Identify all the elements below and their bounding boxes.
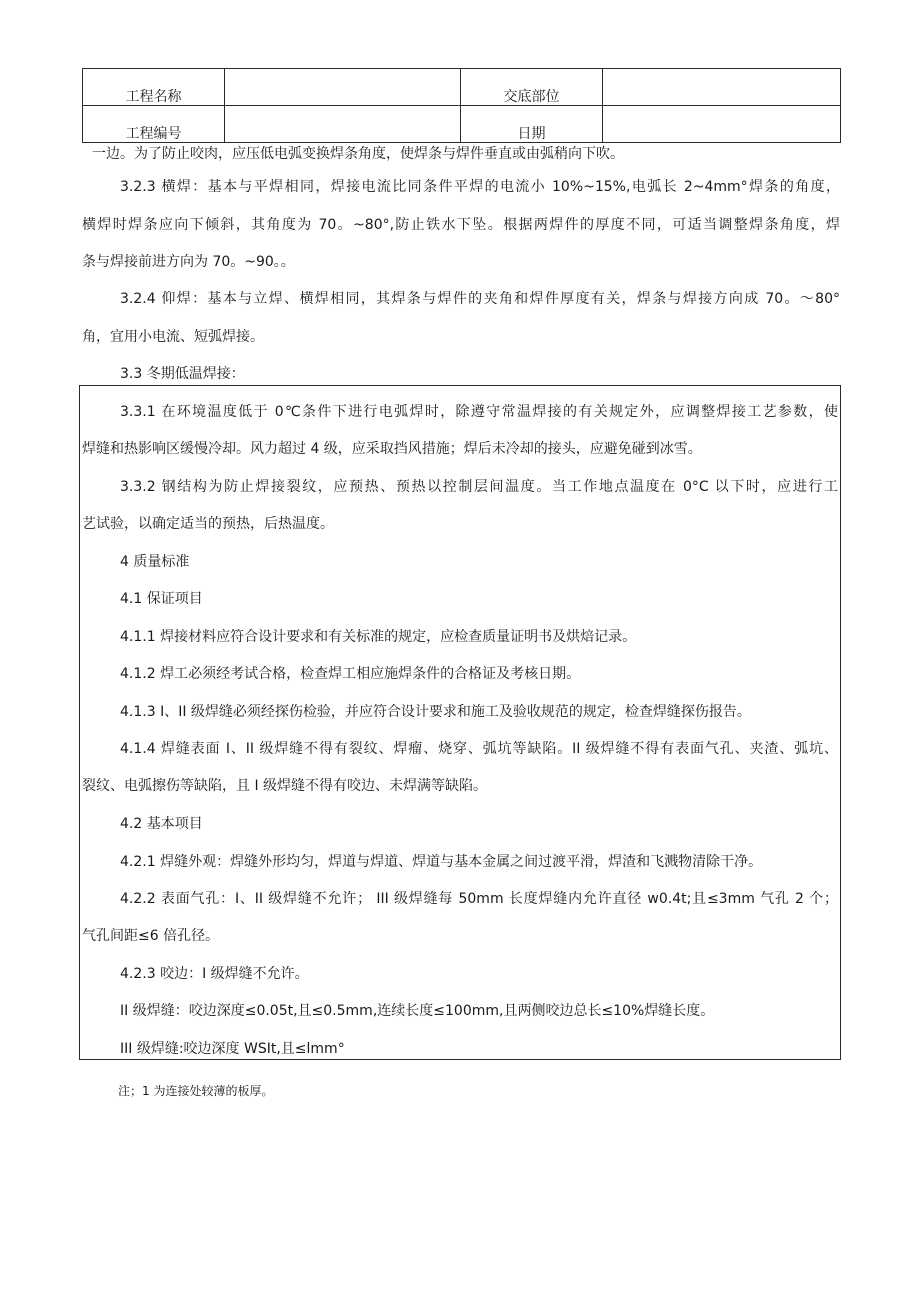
body-line-14: 4.1.1 焊接材料应符合设计要求和有关标准的规定，应检查质量证明书及烘焙记录。: [120, 629, 637, 645]
body-line-21: 4.2.2 表面气孔：I、II 级焊缝不允许； III 级焊缝每 50mm 长度焊缝内允许直径 w0.4t;且≤3mm 气孔 2 个；: [120, 891, 838, 907]
footnote: 注；1 为连接处较薄的板厚。: [118, 1084, 274, 1098]
body-line-15: 4.1.2 焊工必须经考试合格，检查焊工相应施焊条件的合格证及考核日期。: [120, 666, 581, 682]
section-heading-4-1: 4.1 保证项目: [120, 591, 203, 607]
project-name-label: 工程名称: [83, 69, 225, 106]
body-line-17: 4.1.4 焊缝表面 I、II 级焊缝不得有裂纹、焊瘤、烧穿、弧坑等缺陷。II 级焊缝不得有表面气孔、夹渣、弧坑、: [120, 741, 838, 757]
body-line-18: 裂纹、电弧擦伤等缺陷，且 I 级焊缝不得有咬边、未焊满等缺陷。: [82, 778, 488, 794]
header-table: [82, 68, 841, 143]
body-line-03: 横焊时焊条应向下倾斜，其角度为 70。~80°,防止铁水下坠。根据两焊件的厚度不同，可适当调整焊条角度，焊: [82, 217, 840, 233]
body-line-25: III 级焊缝:咬边深度 WSIt,且≤lmm°: [120, 1041, 345, 1057]
body-line-16: 4.1.3 I、II 级焊缝必须经探伤检验，并应符合设计要求和施工及验收规范的规定，检查焊缝探伤报告。: [120, 704, 751, 720]
section-heading-4-2: 4.2 基本项目: [120, 816, 203, 832]
location-label: 交底部位: [461, 69, 603, 106]
body-line-02: 3.2.3 横焊：基本与平焊相同，焊接电流比同条件平焊的电流小 10%~15%,电弧长 2~4mm°焊条的角度，: [120, 179, 840, 195]
body-line-05: 3.2.4 仰焊：基本与立焊、横焊相同，其焊条与焊件的夹角和焊件厚度有关，焊条与焊接方向成 70。～80°: [120, 291, 840, 307]
body-line-01: 一边。为了防止咬肉，应压低电弧变换焊条角度，使焊条与焊件垂直或由弧稍向下吹。: [92, 146, 624, 162]
header-row-1: [83, 69, 841, 106]
header-row-2: [83, 106, 841, 143]
body-line-20: 4.2.1 焊缝外观：焊缝外形均匀，焊道与焊道、焊道与基本金属之间过渡平滑，焊渣和飞溅物清除干净。: [120, 854, 763, 870]
location-value: [603, 69, 841, 106]
project-number-label: 工程编号: [83, 106, 225, 143]
date-label: 日期: [461, 106, 603, 143]
body-line-11: 艺试验，以确定适当的预热，后热温度。: [82, 516, 334, 532]
body-line-06: 角，宜用小电流、短弧焊接。: [82, 329, 264, 345]
body-line-09: 焊缝和热影响区缓慢冷却。风力超过 4 级，应采取挡风措施；焊后未冷却的接头，应避免碰到冰雪。: [82, 441, 702, 457]
body-line-23: 4.2.3 咬边：I 级焊缝不允许。: [120, 966, 309, 982]
project-name-value: [225, 69, 461, 106]
project-number-value: [225, 106, 461, 143]
body-line-24: II 级焊缝：咬边深度≤0.05t,且≤0.5mm,连续长度≤100mm,且两侧咬边总长≤10%焊缝长度。: [120, 1003, 715, 1019]
body-line-08: 3.3.1 在环境温度低于 0℃条件下进行电弧焊时，除遵守常温焊接的有关规定外，应调整焊接工艺参数，使: [120, 404, 838, 420]
section-heading-4: 4 质量标准: [120, 554, 190, 570]
body-line-22: 气孔间距≤6 倍孔径。: [82, 928, 220, 944]
date-value: [603, 106, 841, 143]
body-line-10: 3.3.2 钢结构为防止焊接裂纹，应预热、预热以控制层间温度。当工作地点温度在 0°C 以下时，应进行工: [120, 479, 838, 495]
body-line-04: 条与焊接前进方向为 70。~90。。: [82, 254, 295, 270]
body-line-07: 3.3 冬期低温焊接：: [120, 366, 245, 382]
